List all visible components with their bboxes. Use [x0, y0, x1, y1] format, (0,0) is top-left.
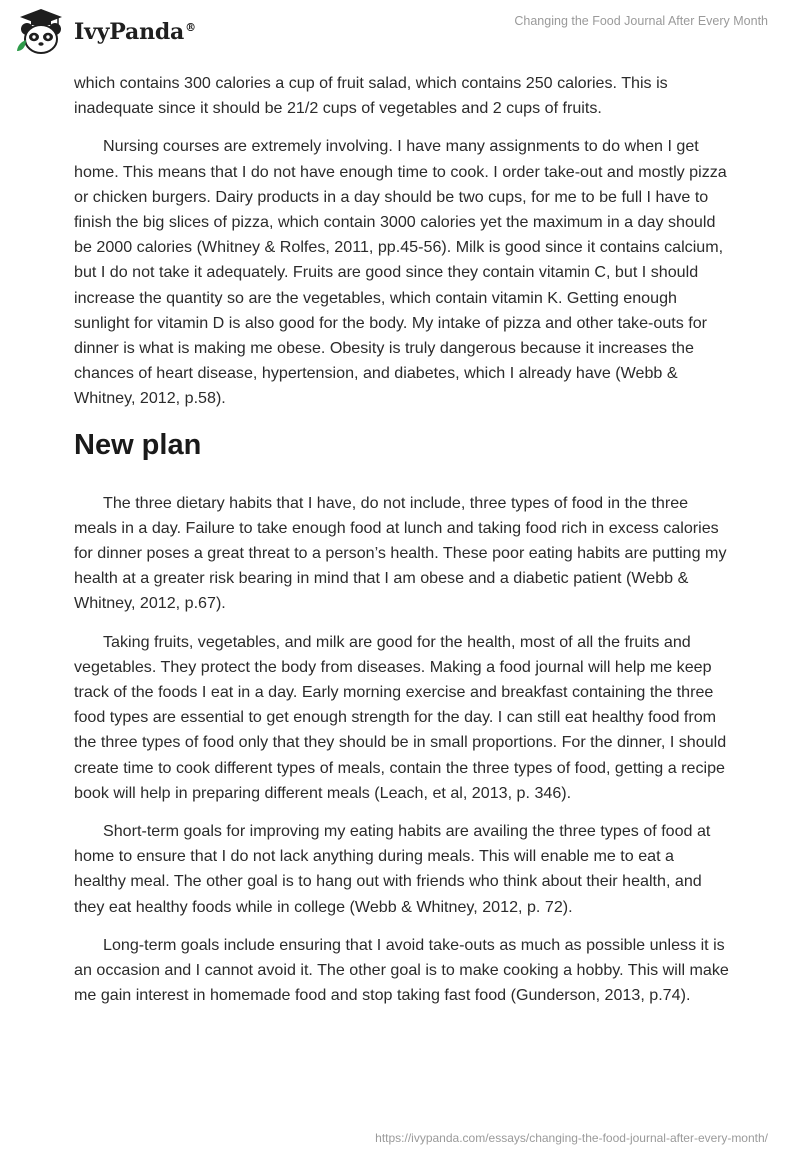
- document-title: Changing the Food Journal After Every Month: [514, 14, 768, 28]
- essay-body: [74, 71, 730, 1022]
- page-header: [0, 0, 800, 64]
- paragraph: Long-term goals include ensuring that I avoid take-outs as much as possible unless it is an occasion and I cannot avoid it. The other goal is to make cooking a hobby. This will make me gain interest in homemade food and stop taking fast food (Gunderson, 2013, p.74).: [74, 935, 729, 1005]
- paragraph: Nursing courses are extremely involving. I have many assignments to do when I get home. This means that I do not have enough time to cook. I order take-out and mostly pizza or chicken burgers. Dairy products in a day should be two cups, for me to be full I have to finish the big slices of pizza, which contain 3000 calories yet the maximum in a day should be 2000 calories (Whitney & Rolfes, 2011, pp.45-56). Milk is good since it contains calcium, but I do not take it adequately. Fruits are good since they contain vitamin C, but I should increase the quantity so are the vegetables, which contain vitamin K. Getting enough sunlight for vitamin D is also good for the body. My intake of pizza and other take-outs for dinner is what is making me obese. Obesity is truly dangerous because it increases the chances of heart disease, hypertension, and diabetes, which I already have (Webb & Whitney, 2012, p.58).: [74, 137, 727, 408]
- brand-name: IvyPanda®: [74, 19, 196, 45]
- paragraph-continued: which contains 300 calories a cup of fruit salad, which contains 250 calories. This is inadequate since it should be 21/2 cups of vegetables and 2 cups of fruits.: [74, 74, 668, 118]
- panda-logo-icon: [14, 7, 68, 57]
- registered-mark: ®: [185, 20, 196, 34]
- source-url-link[interactable]: https://ivypanda.com/essays/changing-the-food-journal-after-every-month/: [375, 1131, 768, 1145]
- paragraph: Taking fruits, vegetables, and milk are good for the health, most of all the fruits and vegetables. They protect the body from diseases. Making a food journal will help me keep track of the foods I eat in a day. Early morning exercise and breakfast containing the three food types are essential to get enough strength for the day. I can still eat healthy food from the three types of food only that they should be in small proportions. For the dinner, I should create time to cook different types of meals, contain the three types of food, getting a recipe book will help in preparing different meals (Leach, et al, 2013, p. 346).: [74, 632, 727, 802]
- paragraph: The three dietary habits that I have, do not include, three types of food in the three meals in a day. Failure to take enough food at lunch and taking food rich in excess calories for dinner poses a great threat to a person’s health. These poor eating habits are putting my health at a greater risk bearing in mind that I am obese and a diabetic patient (Webb & Whitney, 2012, p.67).: [74, 493, 727, 613]
- section-heading: New plan: [74, 428, 202, 461]
- ivypanda-logo[interactable]: [14, 7, 196, 57]
- paragraph: Short-term goals for improving my eating habits are availing the three types of food at home to ensure that I do not lack anything during meals. This will enable me to eat a healthy meal. The other goal is to hang out with friends who think about their health, and they eat healthy foods while in college (Webb & Whitney, 2012, p. 72).: [74, 822, 711, 916]
